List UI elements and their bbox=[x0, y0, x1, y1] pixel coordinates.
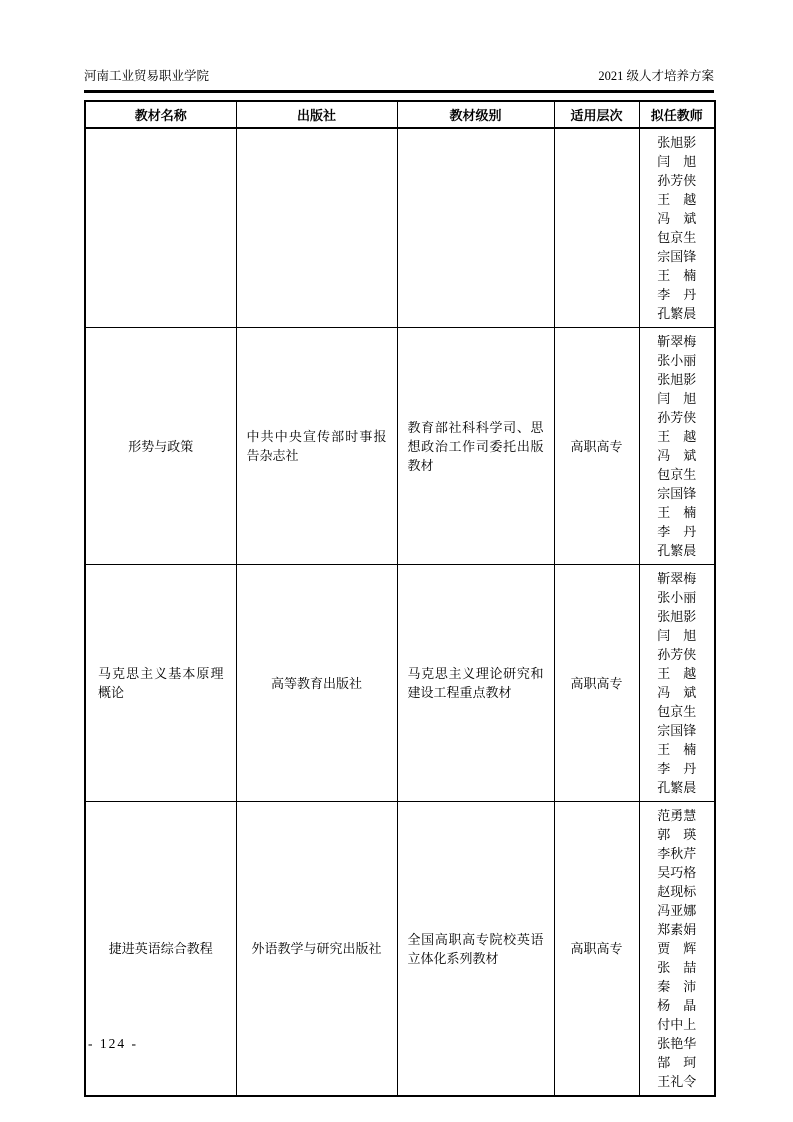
column-header-teachers: 拟任教师 bbox=[639, 101, 715, 128]
teacher-name: 宗国锋 bbox=[657, 249, 697, 264]
table-header-row bbox=[85, 101, 715, 128]
teacher-name: 孔繁晨 bbox=[657, 780, 697, 795]
teacher-name: 孙芳侠 bbox=[657, 173, 697, 188]
column-header-textbook-name: 教材名称 bbox=[85, 101, 236, 128]
teacher-name: 赵现标 bbox=[657, 884, 697, 899]
teacher-name: 冯亚娜 bbox=[657, 903, 697, 918]
textbook-name-cell: 马克思主义基本原理概论 bbox=[85, 565, 236, 802]
textbook-name-cell: 捷进英语综合教程 bbox=[85, 802, 236, 1097]
teacher-name: 郜 珂 bbox=[657, 1055, 697, 1070]
column-header-layer: 适用层次 bbox=[554, 101, 639, 128]
column-header-publisher: 出版社 bbox=[236, 101, 397, 128]
teacher-name: 付中上 bbox=[657, 1017, 697, 1032]
teacher-name: 张小丽 bbox=[657, 353, 697, 368]
teacher-name: 郑素娟 bbox=[657, 922, 697, 937]
publisher-cell: 高等教育出版社 bbox=[236, 565, 397, 802]
layer-cell: 高职高专 bbox=[554, 802, 639, 1097]
teacher-name: 秦 沛 bbox=[657, 979, 697, 994]
header-plan-title: 2021 级人才培养方案 bbox=[598, 69, 714, 83]
teacher-name: 贾 辉 bbox=[657, 941, 697, 956]
table-row bbox=[85, 802, 715, 1097]
teacher-name: 宗国锋 bbox=[657, 486, 697, 501]
level-cell bbox=[397, 128, 554, 328]
header-divider bbox=[84, 90, 714, 93]
teachers-cell bbox=[639, 328, 715, 565]
column-header-level: 教材级别 bbox=[397, 101, 554, 128]
teacher-name: 王 越 bbox=[657, 429, 697, 444]
teacher-name: 李 丹 bbox=[657, 524, 697, 539]
teacher-name: 王 楠 bbox=[657, 268, 697, 283]
teacher-name: 宗国锋 bbox=[657, 723, 697, 738]
page-header bbox=[84, 68, 714, 84]
teacher-name: 冯 斌 bbox=[657, 211, 697, 226]
materials-table bbox=[84, 100, 716, 1097]
teacher-name: 张旭影 bbox=[657, 372, 697, 387]
layer-cell: 高职高专 bbox=[554, 565, 639, 802]
publisher-cell: 外语教学与研究出版社 bbox=[236, 802, 397, 1097]
teacher-name: 李秋芹 bbox=[657, 846, 697, 861]
table-row bbox=[85, 128, 715, 328]
teacher-name: 闫 旭 bbox=[657, 391, 697, 406]
teacher-name: 张小丽 bbox=[657, 590, 697, 605]
publisher-cell bbox=[236, 128, 397, 328]
teacher-name: 王 越 bbox=[657, 666, 697, 681]
teacher-name: 王 越 bbox=[657, 192, 697, 207]
teacher-name: 张旭影 bbox=[657, 135, 697, 150]
level-cell: 全国高职高专院校英语立体化系列教材 bbox=[397, 802, 554, 1097]
teacher-name: 孙芳侠 bbox=[657, 647, 697, 662]
teacher-name: 范勇慧 bbox=[657, 808, 697, 823]
teacher-name: 李 丹 bbox=[657, 287, 697, 302]
layer-cell: 高职高专 bbox=[554, 328, 639, 565]
teacher-name: 闫 旭 bbox=[657, 628, 697, 643]
teachers-cell bbox=[639, 128, 715, 328]
teacher-name: 王 楠 bbox=[657, 742, 697, 757]
teacher-name: 闫 旭 bbox=[657, 154, 697, 169]
teacher-name: 王礼令 bbox=[657, 1074, 697, 1089]
teacher-name: 张旭影 bbox=[657, 609, 697, 624]
teacher-name: 包京生 bbox=[657, 467, 697, 482]
teacher-name: 包京生 bbox=[657, 704, 697, 719]
teacher-name: 孔繁晨 bbox=[657, 543, 697, 558]
teacher-name: 包京生 bbox=[657, 230, 697, 245]
teacher-name: 郭 瑛 bbox=[657, 827, 697, 842]
publisher-cell: 中共中央宣传部时事报告杂志社 bbox=[236, 328, 397, 565]
teacher-name: 张艳华 bbox=[657, 1036, 697, 1051]
table-row bbox=[85, 328, 715, 565]
teacher-name: 张 喆 bbox=[657, 960, 697, 975]
teacher-name: 孙芳侠 bbox=[657, 410, 697, 425]
teacher-name: 孔繁晨 bbox=[657, 306, 697, 321]
teacher-name: 靳翠梅 bbox=[657, 571, 697, 586]
textbook-name-cell bbox=[85, 128, 236, 328]
teacher-name: 李 丹 bbox=[657, 761, 697, 776]
teacher-name: 靳翠梅 bbox=[657, 334, 697, 349]
teacher-name: 杨 晶 bbox=[657, 998, 697, 1013]
header-school-name: 河南工业贸易职业学院 bbox=[84, 69, 210, 83]
teachers-cell bbox=[639, 565, 715, 802]
table-row bbox=[85, 565, 715, 802]
teachers-cell bbox=[639, 802, 715, 1097]
page-number: - 124 - bbox=[88, 1036, 138, 1051]
teacher-name: 冯 斌 bbox=[657, 685, 697, 700]
level-cell: 马克思主义理论研究和建设工程重点教材 bbox=[397, 565, 554, 802]
teacher-name: 吴巧格 bbox=[657, 865, 697, 880]
level-cell: 教育部社科科学司、思想政治工作司委托出版教材 bbox=[397, 328, 554, 565]
table-body bbox=[85, 128, 715, 1096]
table-header bbox=[85, 101, 715, 128]
teacher-name: 王 楠 bbox=[657, 505, 697, 520]
teacher-name: 冯 斌 bbox=[657, 448, 697, 463]
layer-cell bbox=[554, 128, 639, 328]
textbook-name-cell: 形势与政策 bbox=[85, 328, 236, 565]
